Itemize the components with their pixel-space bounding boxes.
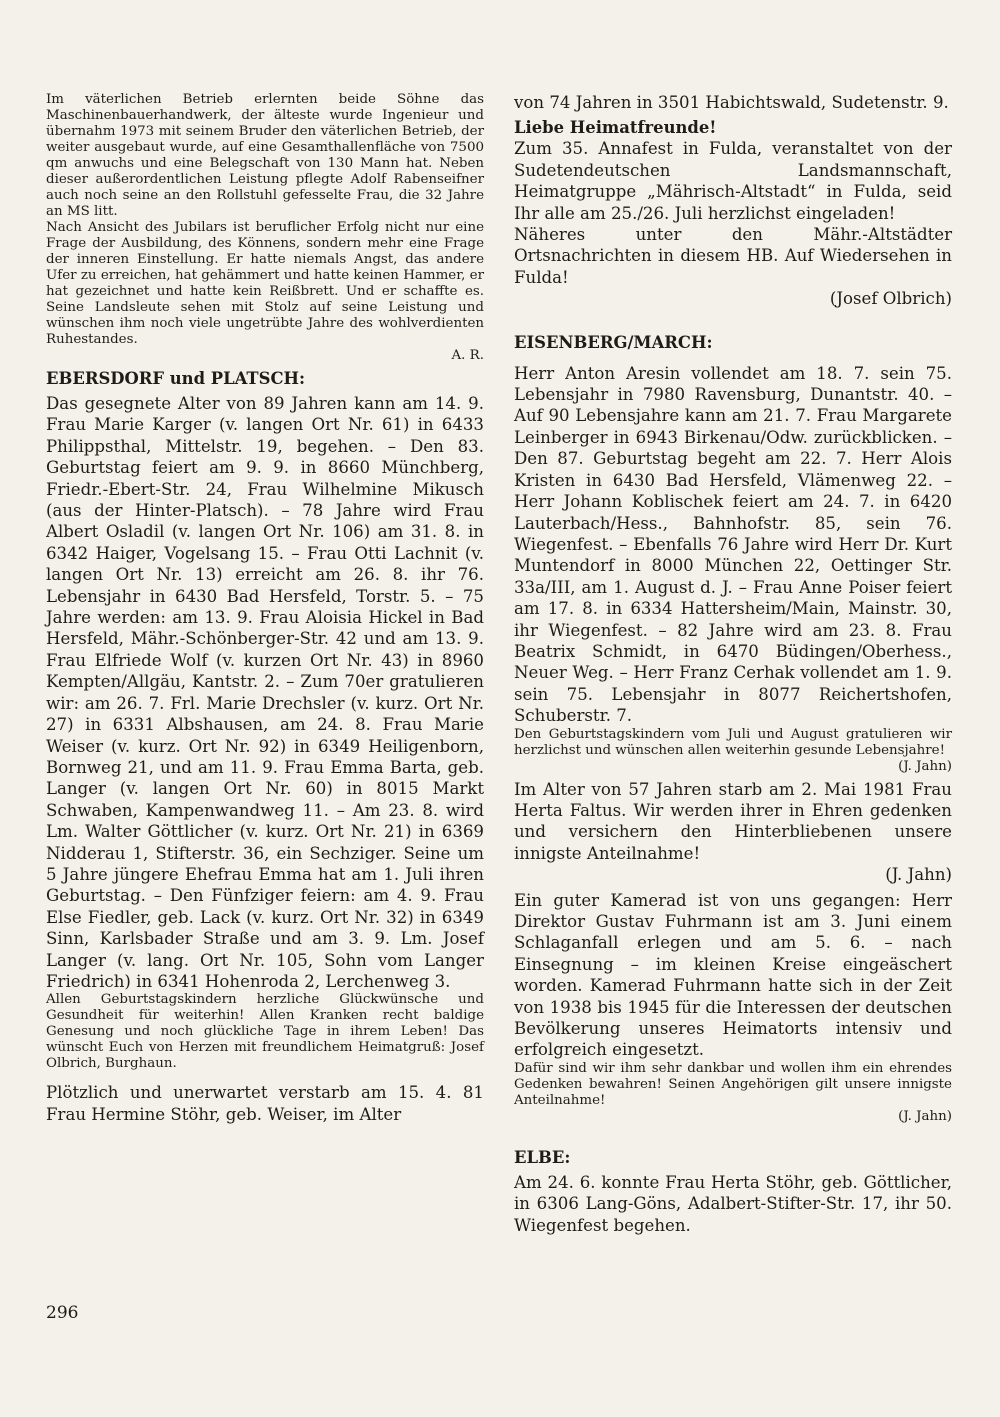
death-notice-end: von 74 Jahren in 3501 Habichtswald, Sudetenstr. 9. bbox=[514, 93, 949, 112]
intro-paragraph-2: Nach Ansicht des Jubilars ist beruflicher Erfolg nicht nur eine Frage der Ausbildung, des Könnens, sondern mehr eine Frage der inneren Einstellung. Er hatte niemals Angst, das andere Ufer zu erreichen, hat gehämmert und hatte keinen Hammer, er hat gezeichnet und hatte kein Reißbrett. Und er schaffte es. Seine Landsleute sehen mit Stolz auf seine Leistung und wünschen ihm noch viele ungetrübte Jahre des wohlverdienten Ruhestandes. bbox=[46, 220, 484, 347]
elbe-birthday: Am 24. 6. konnte Frau Herta Stöhr, geb. Göttlicher, in 6306 Lang-Göns, Adalbert-Stifter-Str. 17, ihr 50. Wiegenfest begehen. bbox=[514, 1172, 952, 1235]
intro-paragraph: Im väterlichen Betrieb erlernten beide Söhne das Maschinenbauerhandwerk, der älteste wurde Ingenieur und übernahm 1973 mit seinem Bruder den väterlichen Betrieb, der weiter ausgebaut wurde, auf eine Gesamthallenfläche von 7500 qm anwuchs und eine Belegschaft von 130 Mann hat. Neben dieser außerordentlichen Leistung pflegte Adolf Rabenseifner auch noch seine an den Rollstuhl gefesselte Frau, die 32 Jahre an MS litt. bbox=[46, 92, 484, 219]
details-signature: (Josef Olbrich) bbox=[829, 289, 952, 309]
fuhrmann-notice: Ein guter Kamerad ist von uns gegangen: Herr Direktor Gustav Fuhrmann ist am 3. Juni einem Schlaganfall erlegen und am 5. 6. – nach Einsegnung – im kleinen Kreise eingeäschert worden. Kamerad Fuhrmann hatte sich in der Zeit von 1938 bis 1945 für die Interessen der deutschen Bevölkerung unseres Heimatorts intensiv und erfolgreich eingesetzt. bbox=[514, 890, 952, 1060]
death-notice-start: Plötzlich und unerwartet verstarb am 15. 4. 81 Frau Hermine Stöhr, geb. Weiser, im Alter bbox=[46, 1083, 484, 1124]
eisenberg-birthdays: Herr Anton Aresin vollendet am 18. 7. sein 75. Lebensjahr in 7980 Ravensburg, Dunantstr. 40. – Auf 90 Lebensjahre kann am 21. 7. Frau Margarete Leinberger in 6943 Birkenau/Odw. zurückblicken. – Den 87. Geburtstag begeht am 22. 7. Herr Alois Kristen in 6430 Bad Hersfeld, Vlämenweg 22. – Herr Johann Koblischek feiert am 24. 7. in 6420 Lauterbach/Hess., Bahnhofstr. 85, sein 76. Wiegenfest. – Ebenfalls 76 Jahre wird Herr Dr. Kurt Muntendorf in 8000 München 22, Oettinger Str. 33a/III, am 1. August d. J. – Frau Anne Poiser feiert am 17. 8. in 6334 Hattersheim/Main, Mainstr. 30, ihr Wiegenfest. – 82 Jahre wird am 23. 8. Frau Beatrix Schmidt, in 6470 Büdingen/Oberhess., Neuer Weg. – Herr Franz Cerhak vollendet am 1. 9. sein 75. Lebensjahr in 8077 Reichertshofen, Schuberstr. 7. bbox=[514, 363, 952, 726]
section-heading-ebersdorf: EBERSDORF und PLATSCH: bbox=[46, 369, 306, 388]
ebersdorf-greeting: Allen Geburtstagskindern herzliche Glückwünsche und Gesundheit für weiterhin! Allen Kranken recht baldige Genesung und noch glückliche Tage in ihrem Leben! Das wünscht Euch von Herzen mit freundlichem Heimatgruß: Josef Olbrich, Burghaun. bbox=[46, 992, 484, 1072]
page-number: 296 bbox=[46, 1303, 79, 1323]
faltus-notice: Im Alter von 57 Jahren starb am 2. Mai 1981 Frau Herta Faltus. Wir werden ihrer in Ehren gedenken und versichern den Hinterbliebenen unsere innigste Anteilnahme! bbox=[514, 779, 952, 863]
right-column bbox=[514, 92, 952, 1236]
details-paragraph: Näheres unter den Mähr.-Altstädter Ortsnachrichten in diesem HB. Auf Wiedersehen in Fulda! bbox=[514, 225, 952, 287]
intro-signature: A. R. bbox=[451, 348, 484, 363]
fuhrmann-thanks: Dafür sind wir ihm sehr dankbar und wollen ihm ein ehrendes Gedenken bewahren! Seinen Angehörigen gilt unsere innigste Anteilnahme! bbox=[514, 1060, 952, 1108]
eisenberg-congratulation: Den Geburtstagskindern vom Juli und August gratulieren wir herzlichst und wünschen allen weiterhin gesunde Lebensjahre! bbox=[514, 726, 952, 758]
left-column bbox=[46, 92, 484, 1125]
friends-heading: Liebe Heimatfreunde! bbox=[514, 118, 717, 138]
faltus-signature: (J. Jahn) bbox=[885, 865, 952, 885]
fuhrmann-signature: (J. Jahn) bbox=[898, 1108, 952, 1124]
section-heading-elbe: ELBE: bbox=[514, 1147, 571, 1167]
section-heading-eisenberg: EISENBERG/MARCH: bbox=[514, 332, 713, 352]
annafest-paragraph: Zum 35. Annafest in Fulda, veranstaltet von der Sudetendeutschen Landsmannschaft, Heimatgruppe „Mährisch-Altstadt“ in Fulda, seid Ihr alle am 25./26. Juli herzlichst eingeladen! bbox=[514, 139, 952, 223]
eisenberg-congratulation-signature: (J. Jahn) bbox=[898, 758, 952, 774]
ebersdorf-birthdays: Das gesegnete Alter von 89 Jahren kann am 14. 9. Frau Marie Karger (v. langen Ort Nr. 61) in 6433 Philippsthal, Mittelstr. 19, begehen. – Den 83. Geburtstag feiert am 9. 9. in 8660 Münchberg, Friedr.-Ebert-Str. 24, Frau Wilhelmine Mikusch (aus der Hinter-Platsch). – 78 Jahre wird Frau Albert Osladil (v. langen Ort Nr. 106) am 31. 8. in 6342 Haiger, Vogelsang 15. – Frau Otti Lachnit (v. langen Ort Nr. 13) erreicht am 26. 8. ihr 76. Lebensjahr in 6430 Bad Hersfeld, Torstr. 5. – 75 Jahre werden: am 13. 9. Frau Aloisia Hickel in Bad Hersfeld, Mähr.-Schönberger-Str. 42 und am 13. 9. Frau Elfriede Wolf (v. kurzen Ort Nr. 43) in 8960 Kempten/Allgäu, Kantstr. 2. – Zum 70er gratulieren wir: am 26. 7. Frl. Marie Drechsler (v. kurz. Ort Nr. 27) in 6331 Albshausen, am 24. 8. Frau Marie Weiser (v. kurz. Ort Nr. 92) in 6349 Heiligenborn, Bornweg 21, und am 11. 9. Frau Emma Barta, geb. Langer (v. langen Ort Nr. 60) in 8015 Markt Schwaben, Kampenwandweg 11. – Am 23. 8. wird Lm. Walter Göttlicher (v. kurz. Ort Nr. 21) in 6369 Nidderau 1, Stifterstr. 36, ein Sechziger. Seine um 5 Jahre jüngere Ehefrau Emma hat am 1. Juli ihren Geburtstag. – Den Fünfziger feiern: am 4. 9. Frau Else Fiedler, geb. Lack (v. kurz. Ort Nr. 32) in 6349 Sinn, Karlsbader Straße und am 3. 9. Lm. Josef Langer (v. lang. Ort Nr. 105, Sohn vom Langer Friedrich) in 6341 Hohenroda 2, Lerchenweg 3. bbox=[46, 394, 484, 991]
